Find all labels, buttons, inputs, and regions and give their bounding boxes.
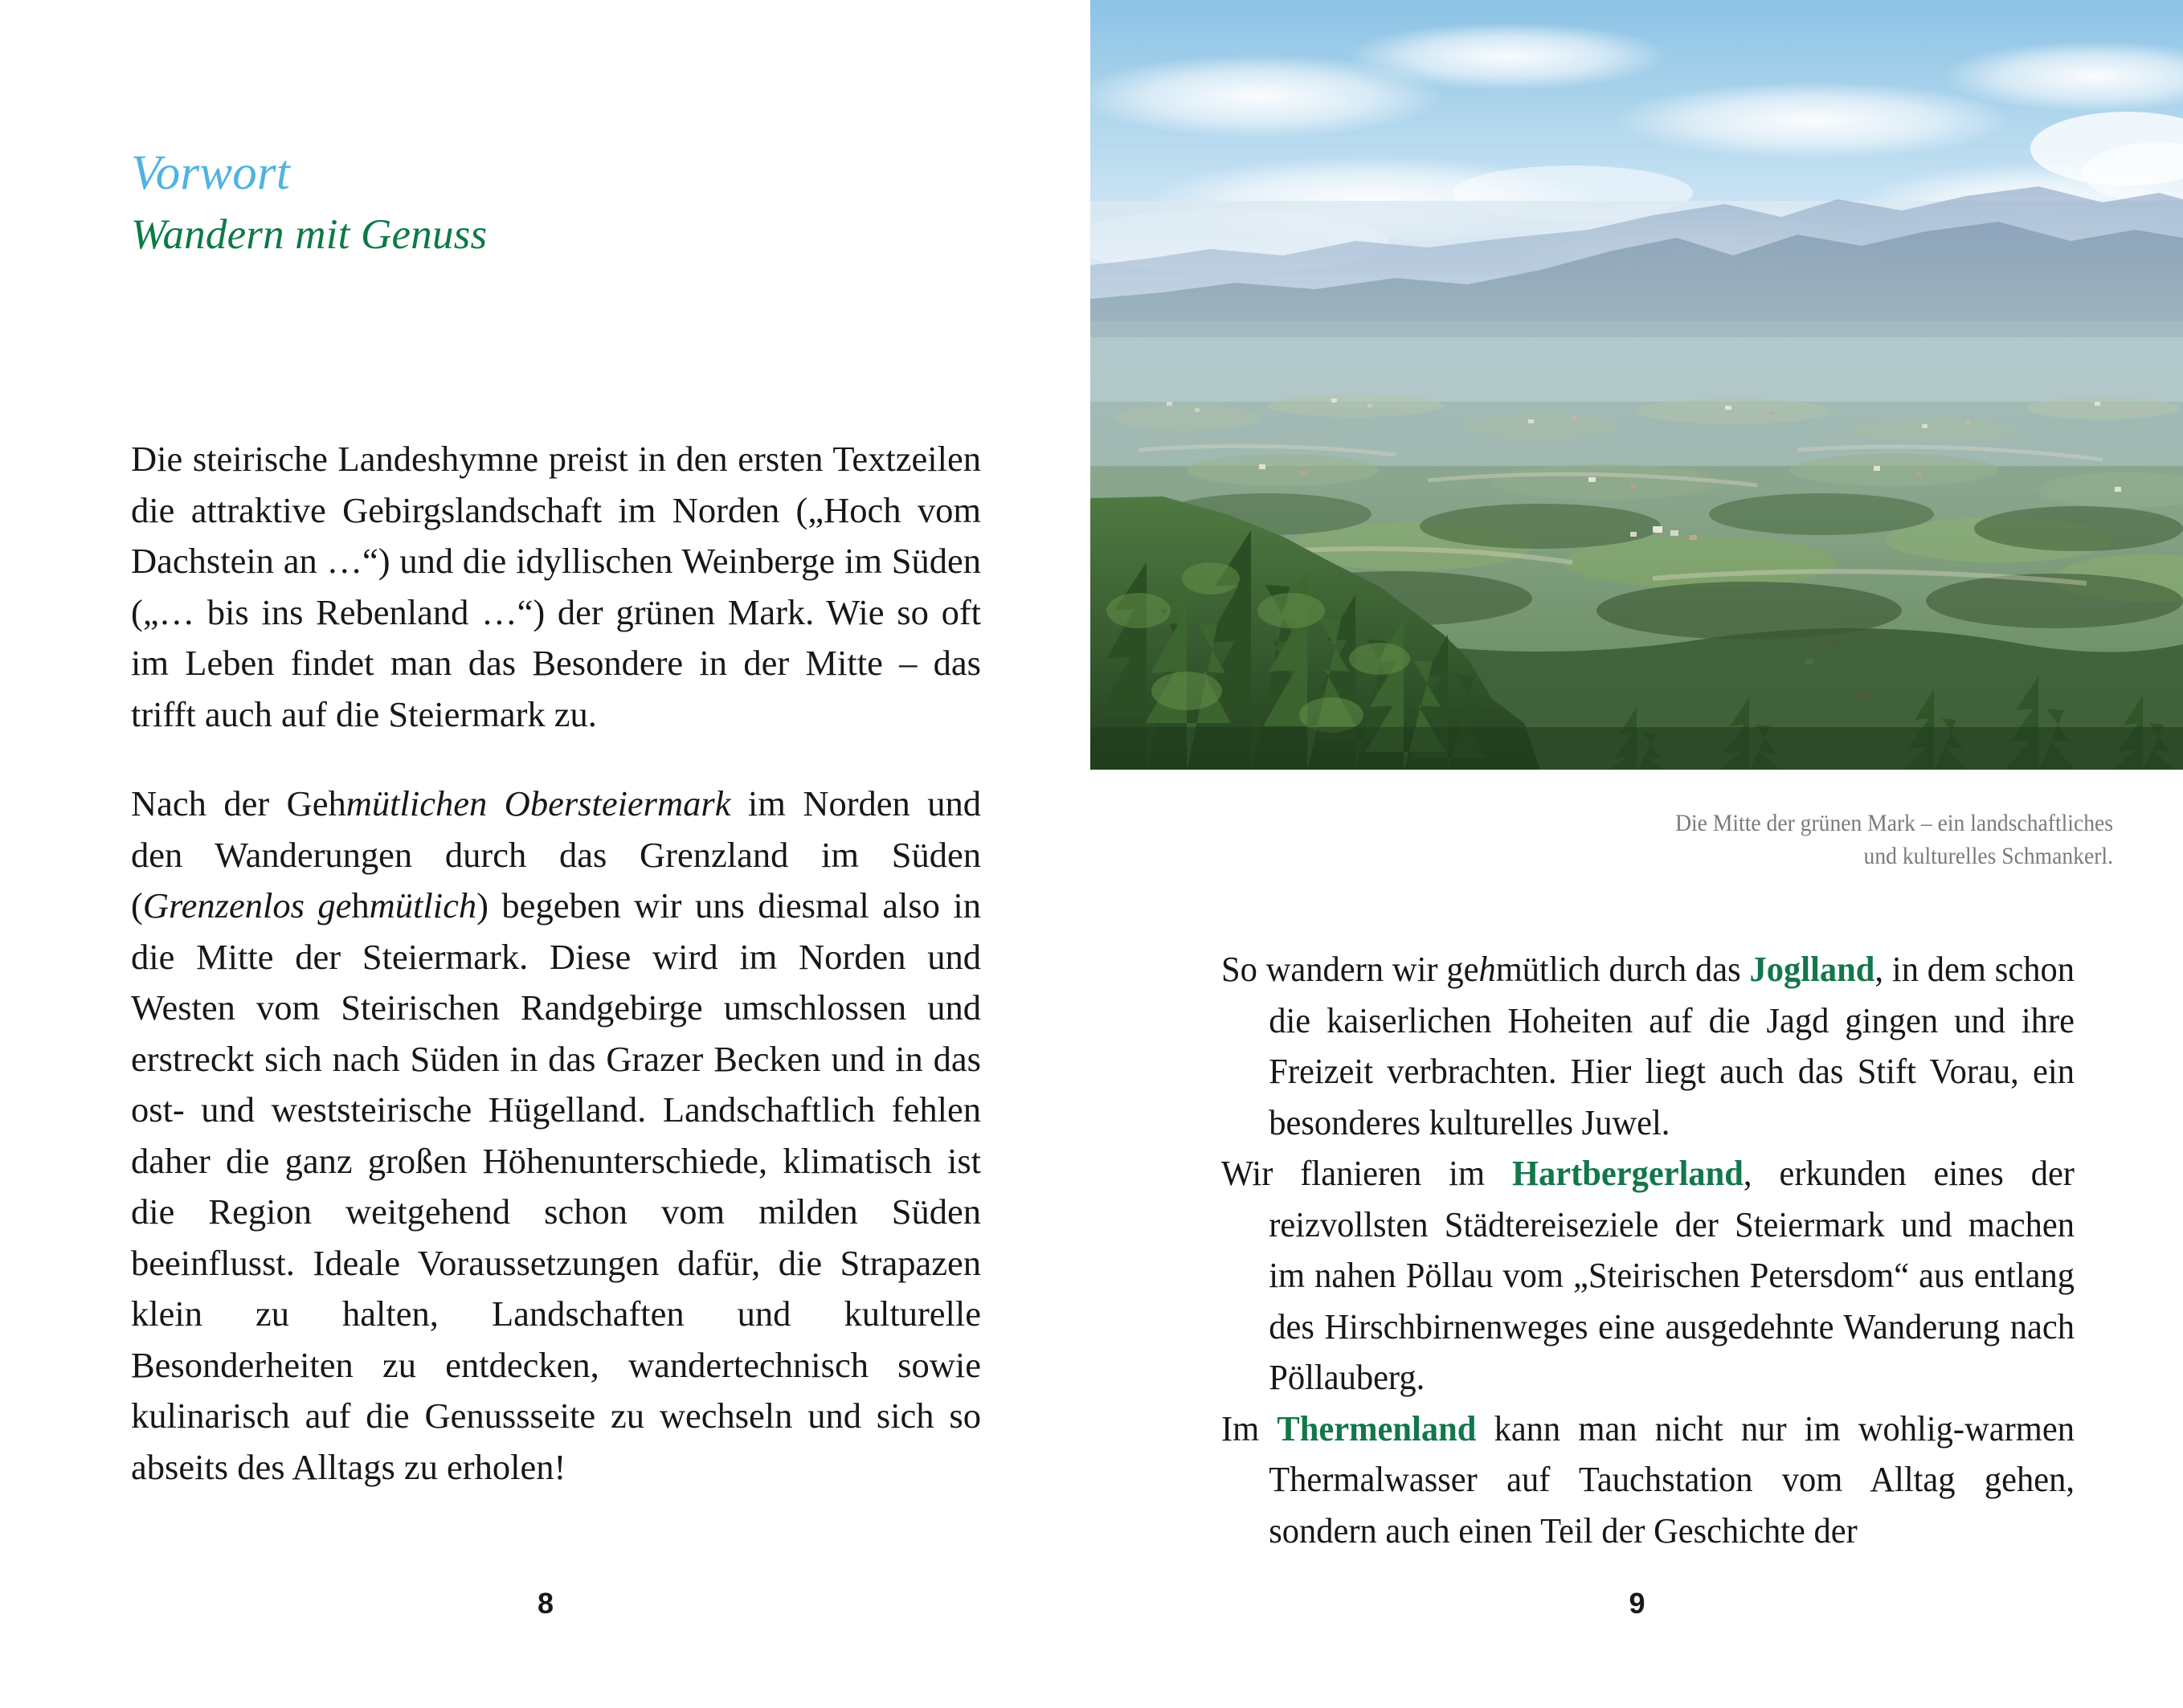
wordplay-geh: Geh xyxy=(286,783,346,823)
page-subtitle: Wandern mit Genuss xyxy=(131,211,488,258)
region-item-joglland xyxy=(1221,944,2075,1148)
landscape-photo-graphic xyxy=(1090,0,2183,770)
region-item-thermenland xyxy=(1221,1404,2075,1557)
book-title-obersteiermark: mütlichen Obersteiermark xyxy=(345,783,731,823)
book-title-gemuetlich: mütlich xyxy=(369,885,477,926)
page-title: Vorwort xyxy=(131,146,291,200)
photo-caption xyxy=(1293,807,2113,872)
region-name-hartbergerland: Hartbergerland xyxy=(1511,1153,1744,1193)
text-run: kann man nicht nur im wohlig-warmen Thermalwasser auf Tauchstation vom Alltag gehen, sondern auch einen Teil der Geschichte der xyxy=(1269,1408,2075,1551)
photo-caption-line-2: und kulturelles Schmankerl. xyxy=(1863,843,2113,869)
page-number-right: 9 xyxy=(1629,1587,1645,1620)
text-run: mütlich durch das xyxy=(1495,949,1750,989)
paragraph-intro: Die steirische Landeshymne preist in den ersten Textzeilen die attraktive Gebirgslandschaft im Norden („Hoch vom Dachstein an …“) und die idyllischen Weinberge im Süden („… bis ins Rebenland …“) der grünen Mark. Wie so oft im Leben findet man das Besondere in der Mitte – das trifft auch auf die Steiermark zu. xyxy=(131,439,981,734)
landscape-photo xyxy=(1090,0,2183,770)
text-run: Nach der xyxy=(131,783,287,823)
book-title-grenzenlos: Grenzenlos ge xyxy=(142,885,352,926)
paragraph-regions-overview xyxy=(131,778,981,1493)
right-text-column xyxy=(1221,944,2115,1556)
wordplay-h: h xyxy=(1478,949,1496,989)
left-page xyxy=(0,0,1091,1708)
region-item-hartbergerland xyxy=(1221,1148,2075,1404)
text-run: Im xyxy=(1221,1408,1278,1449)
page-heading-block xyxy=(131,146,854,258)
text-run: , in dem schon die kaiserlichen Hoheiten auf die Jagd gingen und ihre Freizeit verbrachten. Hier liegt auch das Stift Vorau, ein besonderes kulturelles Juwel. xyxy=(1269,949,2075,1142)
left-text-column xyxy=(131,434,981,1493)
text-run: ) begeben wir uns diesmal also in die Mitte der Steiermark. Diese wird im Norden und Westen vom Steirischen Randgebirge umschlossen und erstreckt sich nach Süden in das Grazer Becken und in das ost- und weststeirische Hügelland. Landschaftlich fehlen daher die ganz großen Höhenunterschiede, klimatisch ist die Region weitgehend schon vom milden Süden beeinflusst. Ideale Voraussetzungen dafür, die Strapazen klein zu halten, Landschaften und kulturelle Besonderheiten zu entdecken, wandertechnisch sowie kulinarisch auf die Genussseite zu wechseln und sich so abseits des Alltags zu erholen! xyxy=(131,885,982,1487)
text-run: So wandern wir ge xyxy=(1221,949,1479,989)
region-name-joglland: Joglland xyxy=(1749,949,1875,989)
wordplay-h: h xyxy=(351,885,370,926)
page-number-left: 8 xyxy=(537,1587,554,1620)
text-run: Wir flanieren im xyxy=(1221,1153,1512,1193)
region-name-thermenland: Thermenland xyxy=(1277,1408,1477,1449)
text-run: , erkunden eines der reizvollsten Städtereiseziele der Steiermark und machen im nahen Pöllau vom „Steirischen Petersdom“ aus entlang des Hirschbirnenweges eine ausgedehnte Wanderung nach Pöllauberg. xyxy=(1269,1153,2075,1397)
photo-caption-line-1: Die Mitte der grünen Mark – ein landschaftliches xyxy=(1675,810,2113,836)
text-run: im Norden und den Wanderungen durch das Grenzland im Süden ( xyxy=(131,783,981,926)
